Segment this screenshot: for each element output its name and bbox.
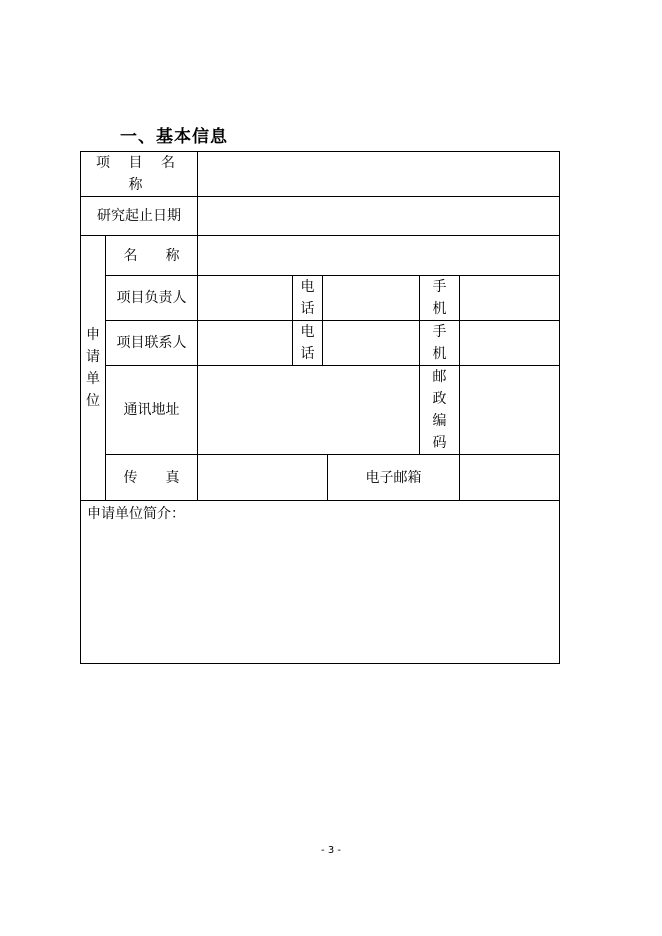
project-name-label: 项 目 名 称: [81, 152, 198, 197]
project-contact-label: 项目联系人: [106, 321, 198, 366]
contact-phone-field[interactable]: [323, 321, 420, 366]
contact-mobile-label-text: 手机: [432, 324, 447, 362]
basic-info-form: [80, 151, 560, 664]
email-field[interactable]: [460, 455, 560, 501]
page-number: - 3 -: [321, 845, 341, 856]
fax-field[interactable]: [198, 455, 328, 501]
address-label: 通讯地址: [106, 366, 198, 455]
leader-mobile-field[interactable]: [460, 276, 560, 321]
leader-phone-label-text: 电话: [300, 279, 315, 317]
applicant-unit-label: [81, 236, 106, 501]
email-label: 电子邮箱: [328, 455, 460, 501]
postal-code-label-text: 邮政编码: [432, 369, 447, 451]
unit-name-field[interactable]: [198, 236, 560, 276]
address-field[interactable]: [198, 366, 420, 455]
leader-phone-field[interactable]: [323, 276, 420, 321]
leader-mobile-label-text: 手机: [432, 279, 447, 317]
contact-name-field[interactable]: [198, 321, 293, 366]
fax-label: 传 真: [106, 455, 198, 501]
leader-phone-label: [293, 276, 323, 321]
contact-mobile-label: [420, 321, 460, 366]
applicant-unit-label-text: 申请单位: [86, 327, 100, 409]
research-period-label: 研究起止日期: [81, 197, 198, 236]
postal-code-field[interactable]: [460, 366, 560, 455]
unit-intro-label: 申请单位简介：: [87, 506, 185, 522]
postal-code-label: [420, 366, 460, 455]
leader-mobile-label: [420, 276, 460, 321]
section-title: 一、基本信息: [120, 127, 228, 147]
contact-phone-label-text: 电话: [300, 324, 315, 362]
contact-mobile-field[interactable]: [460, 321, 560, 366]
unit-name-label: 名 称: [106, 236, 198, 276]
unit-intro-cell[interactable]: [81, 501, 560, 664]
research-period-field[interactable]: [198, 197, 560, 236]
contact-phone-label: [293, 321, 323, 366]
leader-name-field[interactable]: [198, 276, 293, 321]
project-name-field[interactable]: [198, 152, 560, 197]
project-leader-label: 项目负责人: [106, 276, 198, 321]
